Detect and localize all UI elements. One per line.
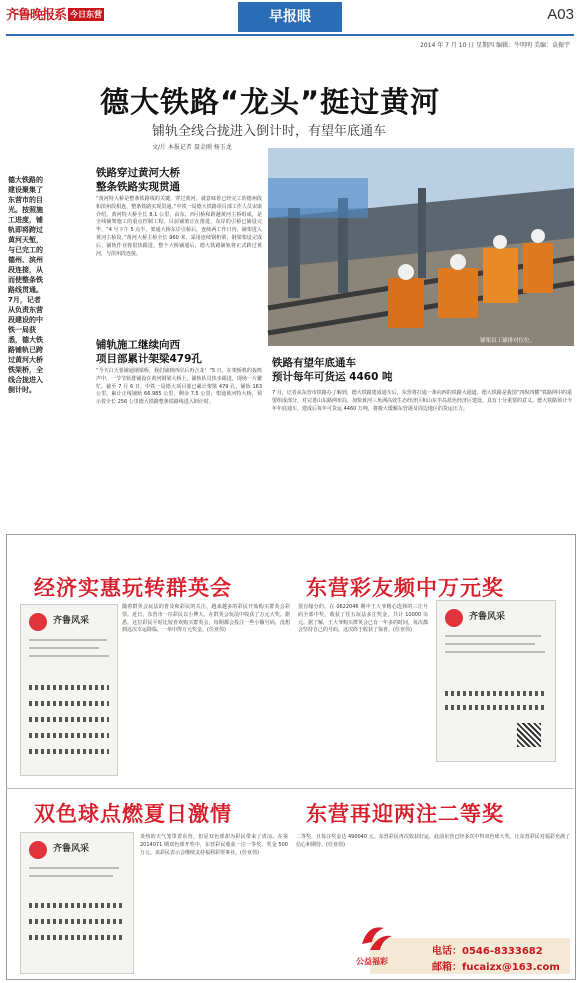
masthead-text: 齐鲁晚报 bbox=[6, 8, 55, 23]
lottery-ticket-1 bbox=[20, 604, 118, 776]
section3-body: 7 月，记者从东营市铁路办了解到，德大铁路建成通车后，东营将打通一条向西的铁路大通道。德大铁路是我国“四纵四横”铁路网中的重要组成部分，对完善山东路网布局，加快黄河三角洲高效生态经济区和山东半岛蓝色经济区建设，具有十分重要的意义。德大铁路预计今年年底通车，建成后每年可货运 4460 万吨，将极大缓解东营港及周边地区的货运压力。 bbox=[272, 390, 573, 412]
section2-body: “今天白天要铺通钢梁桥，我们铺到西岸后再合龙！”5 日，在架桥机的轰鸣声中，一节节轨排铺设在黄河钢梁大桥上，铺轨队员快步跟进，现场一片繁忙。截至 7 月 6 日，中铁一局德大项目部已累计架梁 479 孔，铺轨 163 公里，累计正线铺轨 66.985 公里，剩余 7.5 公里，架通黄河特大桥，预示着全长 256 公里德大铁路整条铁路线进入倒计时。 bbox=[96, 368, 262, 406]
lottery-ticket-3 bbox=[20, 832, 134, 974]
page-number: A03 bbox=[547, 6, 574, 23]
header-rule bbox=[6, 34, 574, 36]
ad4-title: 东营再迎两注二等奖 bbox=[306, 802, 504, 826]
qr-code-icon bbox=[517, 723, 541, 747]
subheadline: 铺轨全线合拢进入倒计时，有望年底通车 bbox=[152, 124, 387, 139]
welfare-lottery-logo bbox=[356, 920, 396, 966]
headline: 德大铁路“龙头”挺过黄河 bbox=[100, 85, 441, 119]
railway-workers-photo bbox=[268, 148, 574, 346]
ad3-title: 双色球点燃夏日激情 bbox=[34, 802, 232, 826]
lede-paragraph: 德大铁路的建设聚集了东营市的目光。按照施工进度，铺轨即将跨过黄河天堑，与已完工的德州、滨州段连接，从而使整条铁路线贯通。7月，记者从负责东营段建设的中铁一局获悉，德大铁路铺轨已跨过黄河大桥铁架桥，全线合拢进入倒计时。 bbox=[8, 176, 43, 394]
contact-email: 邮箱：fucaizx@163.com bbox=[432, 962, 560, 973]
ad1-body: 随着群英会玩法的普及和彩民的关注，越来越多的彩民开始购买群英会彩票。近日，东营市一位彩民以小博大，在群英会玩法中收获了万元大奖。据悉，这位彩民平时比较喜欢购买群英会，每期都会投注一些小额号码，没想到这次幸运降临，一举中得万元奖金。(任亚伟) bbox=[122, 604, 290, 634]
ticket-name: 齐鲁风采 bbox=[53, 844, 90, 854]
section3-title: 铁路有望年底通车 预计每年可货运 4460 吨 bbox=[272, 357, 393, 383]
contact-panel bbox=[370, 938, 570, 974]
ad2-title: 东营彩友频中万元奖 bbox=[306, 576, 504, 600]
dateline: 2014 年 7 月 10 日 星期四 编辑：牛明明 美编：袁振宇 bbox=[420, 42, 570, 49]
ad-divider bbox=[6, 788, 574, 789]
lottery-ticket-2 bbox=[436, 600, 556, 762]
section1-title: 铁路穿过黄河大桥 整条铁路实现贯通 bbox=[96, 167, 180, 193]
welfare-lottery-icon bbox=[445, 609, 463, 627]
welfare-lottery-label: 公益福彩 bbox=[356, 957, 388, 966]
ticket-name: 齐鲁风采 bbox=[469, 612, 506, 622]
photo-caption: 铺架员工铺排对位位。 bbox=[480, 338, 536, 344]
section1-body: “黄河特大桥是整条铁路线的关键，穿过黄河，就意味着已经完工的德州段和滨州段相连，整条铁路实现贯通。”中铁一局德大铁路项目部工作人员宋康介绍，黄河特大桥全长 8.1 公里，由东、西引桥和跨越黄河主桥组成，是全线铺架施工的重点控制工程。目前铺架正在推进，东岸的引桥已铺设完毕，“4 号下午 5 点半，架通大桥东岸引桥后，连续两工作日内，铺架进入黄河主桥段。”黄河大桥主桥全长 960 米，采用连续钢桁梁，钢梁架设完成后，铺轨作业将很快跟进。整个大桥铺通后，德大铁路铺轨将正式跨过黄河，与滨州段连接。 bbox=[96, 196, 262, 257]
ad2-body: 很有缘分的。在 0622046 期中王大爷精心选择的三注号码全部中奖，收获了任五玩法多注奖金，共计 10000 余元。据了解，王大爷购买群英会已有一年多的时间，每次都会坚持自己的号码，这次终于收获了惊喜。(任亚伟) bbox=[298, 604, 429, 634]
contact-phone: 电话：0546-8333682 bbox=[432, 946, 543, 957]
ad3-body: 炎热的天气笼罩着东营，但是双色球却为彩民带来了清凉。在第 2014071 期双色球开奖中，东营彩民收获一注一等奖，奖金 500 万元。该彩民表示会继续支持福利彩票事业。(任亚伟) bbox=[140, 834, 288, 856]
welfare-lottery-icon bbox=[29, 613, 47, 631]
welfare-lottery-icon bbox=[29, 841, 47, 859]
section-tab: 早报眼 bbox=[238, 2, 342, 32]
ticket-name: 齐鲁风采 bbox=[53, 616, 90, 626]
masthead-logo bbox=[6, 4, 104, 23]
welfare-lottery-logo-icon bbox=[356, 920, 396, 960]
ad4-body: 二等奖，且每注奖金达 490040 元。东营彩民再次收获好运，此前东营已经多次中得双色球大奖，让东营彩民对福彩充满了信心和期待。(任亚伟) bbox=[296, 834, 570, 848]
edition-tag: 今日东营 bbox=[70, 9, 103, 19]
section2-title: 铺轨施工继续向西 项目部累计架梁479孔 bbox=[96, 339, 202, 365]
ad1-title: 经济实惠玩转群英会 bbox=[34, 576, 232, 600]
series-text: 系 bbox=[54, 8, 67, 23]
byline: 文/片 本报记者 聂金刚 杨玉龙 bbox=[152, 144, 232, 151]
news-photo bbox=[268, 148, 574, 346]
page-header bbox=[0, 0, 580, 34]
